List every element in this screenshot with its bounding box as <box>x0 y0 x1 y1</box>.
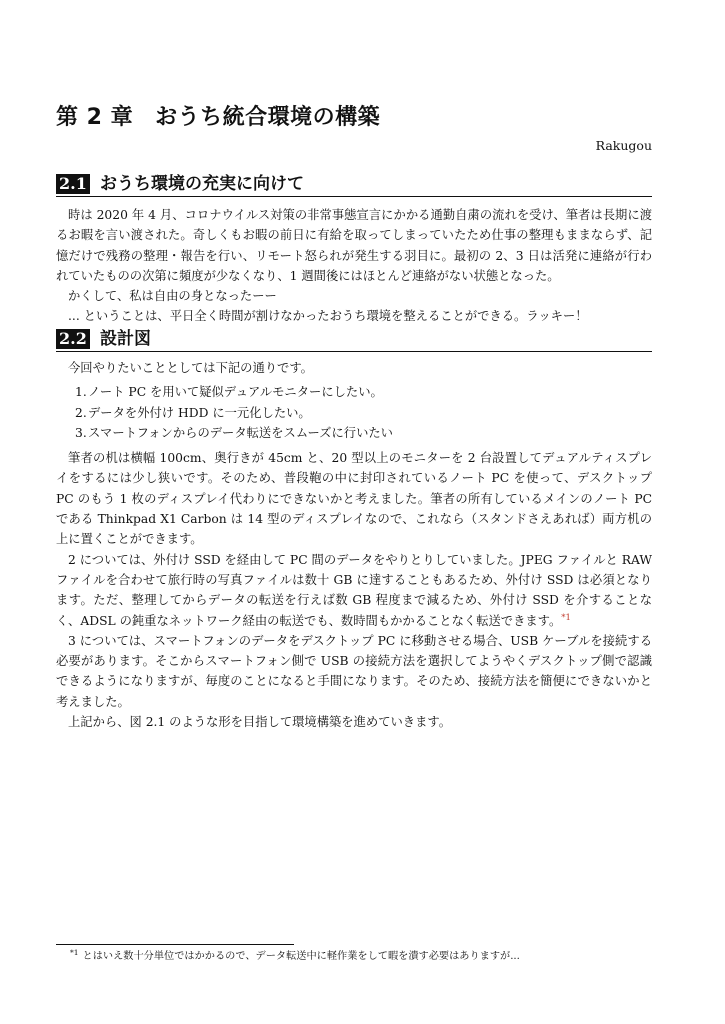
section-number-badge: 2.2 <box>56 329 90 349</box>
footnote-divider <box>56 944 294 945</box>
section-2-1-body <box>56 205 652 327</box>
paragraph: 上記から、図 2.1 のような形を目指して環境構築を進めていきます。 <box>68 715 452 730</box>
footnote-ref-link[interactable]: *1 <box>561 612 571 623</box>
list-item-text: ノート PC を用いて疑似デュアルモニターにしたい。 <box>88 385 383 400</box>
section-heading-2-2 <box>56 327 652 352</box>
section-number-badge: 2.1 <box>56 174 90 194</box>
section-title: おうち環境の充実に向けて <box>100 174 304 194</box>
paragraph-text: 2 については、外付け SSD を経由して PC 間のデータをやりとりしていました。JPEG ファイルと RAW ファイルを合わせて旅行時の写真ファイルは数十 GB に達することもあるため、外付け SSD は必須となります。ただ、整理してからデータの転送を行えば数 GB 程度まで減るため、外付け SSD を介することなく、ADSL の鈍重なネットワーク経由の転送でも、数時間もかかることなく転送できます。 <box>56 552 652 628</box>
chapter-number: 第 2 章 <box>56 105 134 130</box>
paragraph-intro: 今回やりたいこととしては下記の通りです。 <box>68 361 313 375</box>
section-2-2-body <box>56 358 652 732</box>
section-title: 設計図 <box>100 329 151 349</box>
paragraph: ... ということは、平日全く時間が割けなかったおうち環境を整えることができる。ラッキー！ <box>68 309 588 324</box>
footnote-mark: *1 <box>70 947 79 957</box>
list-item <box>56 403 652 423</box>
chapter-title-text: おうち統合環境の構築 <box>155 105 381 130</box>
footnote <box>70 947 520 964</box>
paragraph: 時は 2020 年 4 月、コロナウイルス対策の非常事態宣言にかかる通勤自粛の流れを受け、筆者は長期に渡るお暇を言い渡された。奇しくもお暇の前日に有給を取ってしまっていたため仕事の整理もままならず、記憶だけで残務の整理・報告を行い、リモート怒られが発生する羽目に。最初の 2、3 日は活発に連絡が行われていたものの次第に頻度が少なくなり、1 週間後にはほとんど連絡がない状態となった。 <box>56 208 652 283</box>
paragraph: 筆者の机は横幅 100cm、奥行きが 45cm と、20 型以上のモニターを 2 台設置してデュアルティスプレイをするには少し狭いです。そのため、普段鞄の中に封印されているノート PC を使って、デスクトップ PC のもう 1 枚のディスプレイ代わりにできないかと考えました。筆者の所有しているメインのノート PC である Thinkpad X1 Carbon は 14 型のディスプレイなので、これなら（スタンドさえあれば）両方机の上に置くことができます。 <box>56 451 652 547</box>
paragraph <box>56 550 652 631</box>
footnote-text: とはいえ数十分単位ではかかるので、データ転送中に軽作業をして暇を潰す必要はありますが... <box>82 951 520 962</box>
list-item <box>56 423 652 443</box>
chapter-title <box>56 100 380 131</box>
document-page <box>56 0 652 1024</box>
paragraph: 3 については、スマートフォンのデータをデスクトップ PC に移動させる場合、USB ケーブルを接続する必要があります。そこからスマートフォン側で USB の接続方法を選択してようやくデスクトップ側で認識できるようになりますが、毎度のことになると手間になります。そのため、接続方法を簡便にできないかと考えました。 <box>56 633 652 709</box>
list-item-text: データを外付け HDD に一元化したい。 <box>88 405 311 420</box>
list-item-text: スマートフォンからのデータ転送をスムーズに行いたい <box>88 425 393 440</box>
section-heading-2-1 <box>56 172 652 197</box>
paragraph: かくして、私は自由の身となったーー <box>68 289 277 304</box>
goal-list <box>56 382 652 443</box>
author-name: Rakugou <box>595 138 652 153</box>
list-index: 3. <box>75 425 87 440</box>
list-index: 1. <box>75 385 87 400</box>
list-item <box>56 382 652 402</box>
list-index: 2. <box>75 405 87 420</box>
